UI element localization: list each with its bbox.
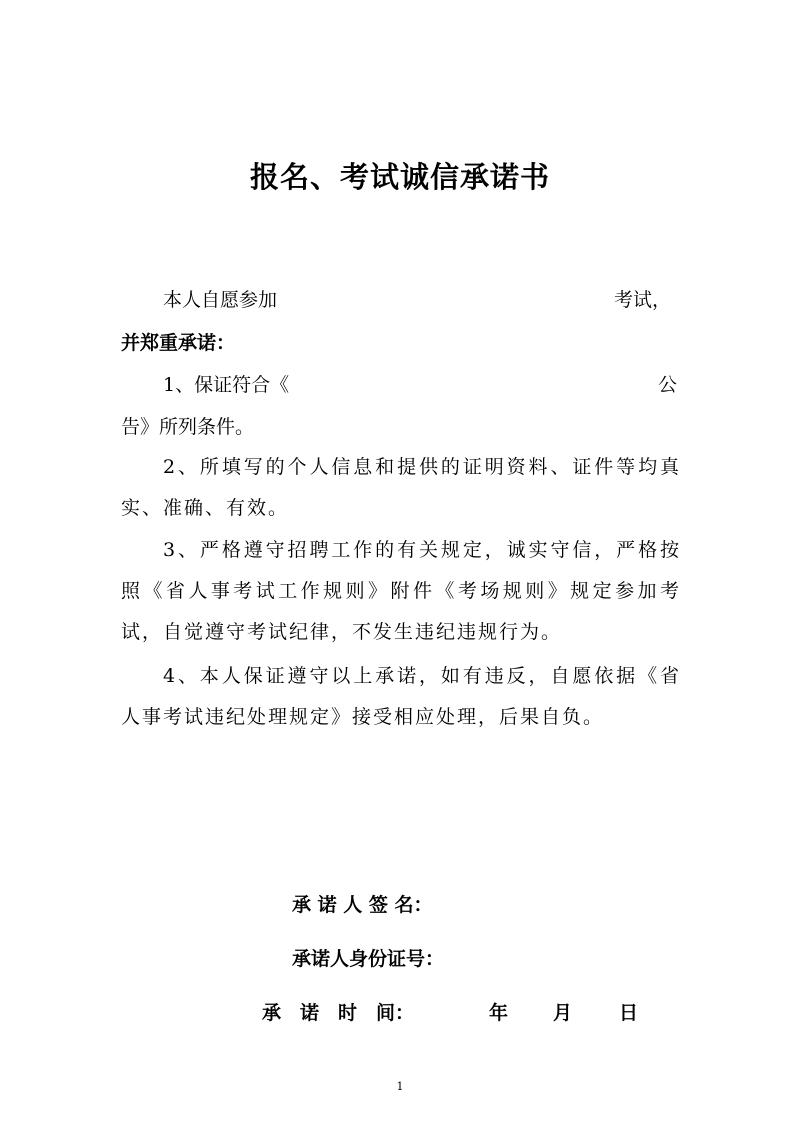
signer-label: 承 诺 人 签 名： <box>292 894 433 916</box>
document-title: 报名、考试诚信承诺书 <box>249 160 550 194</box>
id-number-label: 承诺人身份证号： <box>292 948 445 970</box>
intro-start-text: 本人自愿参加 <box>163 289 278 311</box>
item1-start-text: 1、保证符合《 <box>163 374 290 396</box>
month-label: 月 <box>553 1002 573 1024</box>
day-label: 日 <box>619 1002 639 1024</box>
item1-second-line: 告》所列条件。 <box>121 416 255 438</box>
date-label: 承 诺 时 间： <box>262 1002 415 1024</box>
item2-paragraph: 2、所填写的个人信息和提供的证明资料、证件等均真实、准确、有效。 <box>121 456 681 519</box>
intro-end-text: 考试， <box>614 289 672 311</box>
item3-paragraph: 3、严格遵守招聘工作的有关规定，诚实守信，严格按照《省人事考试工作规则》附件《考场规则》规定参加考试，自觉遵守考试纪律，不发生违纪违规行为。 <box>121 539 681 643</box>
year-label: 年 <box>489 1002 509 1024</box>
intro-second-line: 并郑重承诺： <box>121 332 236 354</box>
item1-end-text: 公 <box>658 374 678 396</box>
item4-paragraph: 4、本人保证遵守以上承诺，如有违反，自愿依据《省人事考试违纪处理规定》接受相应处理，后果自负。 <box>121 665 681 728</box>
page-number: 1 <box>396 1080 404 1093</box>
